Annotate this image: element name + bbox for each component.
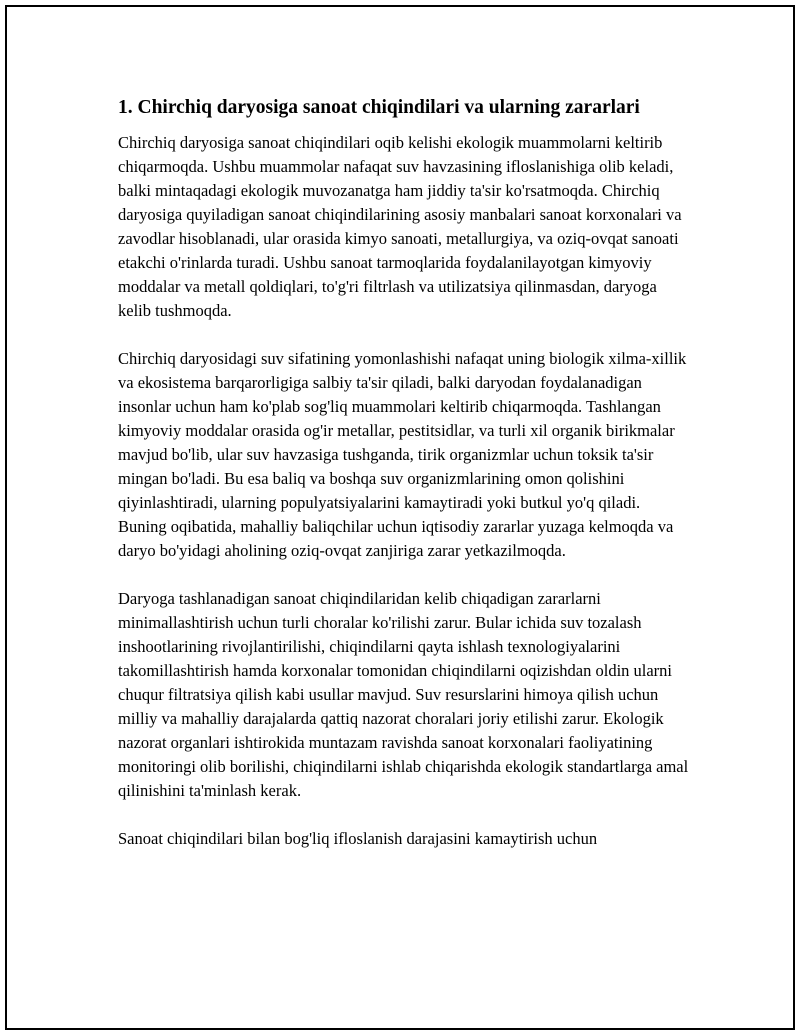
paragraph-1: Chirchiq daryosiga sanoat chiqindilari oqib kelishi ekologik muammolarni keltirib chiqarmoqda. Ushbu muammolar nafaqat suv havzasining ifloslanishiga olib keladi, balki mintaqadagi ekologik muvozanatga ham jiddiy ta'sir ko'rsatmoqda. Chirchiq daryosiga quyiladigan sanoat chiqindilarining asosiy manbalari sanoat korxonalari va zavodlar hisoblanadi, ular orasida kimyo sanoati, metallurgiya, va oziq-ovqat sanoati etakchi o'rinlarda turadi. Ushbu sanoat tarmoqlarida foydalanilayotgan kimyoviy moddalar va metall qoldiqlari, to'g'ri filtrlash va utilizatsiya qilinmasdan, daryoga kelib tushmoqda. bbox=[118, 133, 682, 320]
section-heading: 1. Chirchiq daryosiga sanoat chiqindilari va ularning zararlari bbox=[118, 97, 640, 118]
document-body bbox=[118, 96, 690, 875]
paragraph-3: Daryoga tashlanadigan sanoat chiqindilaridan kelib chiqadigan zararlarni minimallashtirish uchun turli choralar ko'rilishi zarur. Bular ichida suv tozalash inshootlarining rivojlantirilishi, chiqindilarni qayta ishlash texnologiyalarini takomillashtirish hamda korxonalar tomonidan chiqindilarni oqizishdan oldin ularni chuqur filtratsiya qilish kabi usullar mavjud. Suv resurslarini himoya qilish uchun milliy va mahalliy darajalarda qattiq nazorat choralari joriy etilishi zarur. Ekologik nazorat organlari ishtirokida muntazam ravishda sanoat korxonalari faoliyatining monitoringi olib borilishi, chiqindilarni ishlab chiqarishda ekologik standartlarga amal qilinishini ta'minlash kerak. bbox=[118, 589, 689, 800]
paragraph-2: Chirchiq daryosidagi suv sifatining yomonlashishi nafaqat uning biologik xilma-xillik va ekosistema barqarorligiga salbiy ta'sir qiladi, balki daryodan foydalanadigan insonlar uchun ham ko'plab sog'liq muammolari keltirib chiqarmoqda. Tashlangan kimyoviy moddalar orasida og'ir metallar, pestitsidlar, va turli xil organik birikmalar mavjud bo'lib, ular suv havzasiga tushganda, tirik organizmlar uchun toksik ta'sir mingan bo'ladi. Bu esa baliq va boshqa suv organizmlarining omon qolishini qiyinlashtiradi, ularning populyatsiyalarini kamaytiradi yoki butkul yo'q qiladi. Buning oqibatida, mahalliy baliqchilar uchun iqtisodiy zararlar yuzaga kelmoqda va daryo bo'yidagi aholining oziq-ovqat zanjiriga zarar yetkazilmoqda. bbox=[118, 349, 687, 560]
paragraph-4: Sanoat chiqindilari bilan bog'liq ifloslanish darajasini kamaytirish uchun bbox=[118, 829, 598, 848]
